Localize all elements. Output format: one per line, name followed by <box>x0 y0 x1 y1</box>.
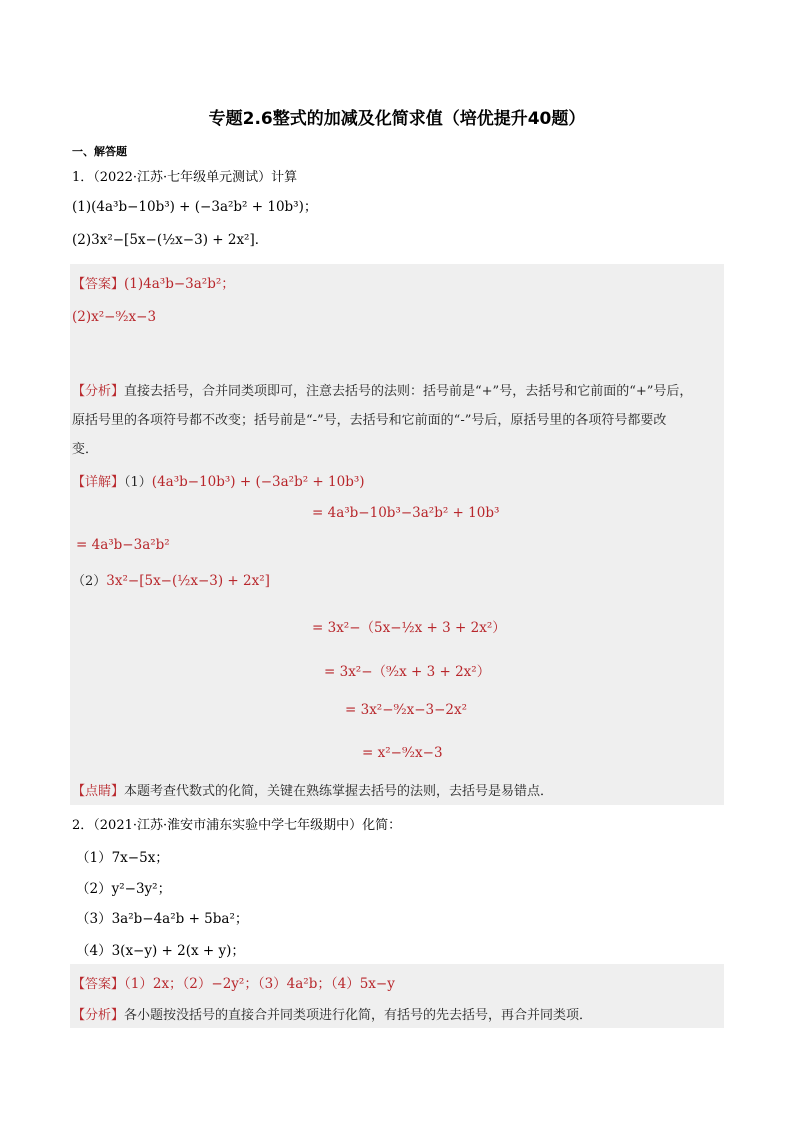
q1-detail2-step1: = 3x²−（5x−½x + 3 + 2x²） <box>312 620 506 636</box>
q1-detail-step2: = 4a³b−3a²b² <box>76 537 170 553</box>
q1-answer-2: (2)x²−⁹⁄₂x−3 <box>72 309 157 325</box>
detail-tag: 【详解】 <box>72 475 125 490</box>
q2-analysis <box>72 1004 592 1023</box>
detail-label-1: （1） <box>124 475 152 490</box>
q2-answer <box>72 972 395 992</box>
section-heading: 一、解答题 <box>72 145 127 158</box>
q1-analysis-line1 <box>72 380 692 399</box>
detail-label-2: （2） <box>72 574 107 589</box>
analysis-tag: 【分析】 <box>72 384 125 399</box>
q2-stem: 2．（2021·江苏·淮安市浦东实验中学七年级期中）化简： <box>72 818 402 833</box>
q1-detail-line2 <box>72 570 270 589</box>
q1-detail2-step3: = 3x²−⁹⁄₂x−3−2x² <box>345 702 468 718</box>
q1-detail-step1: = 4a³b−10b³−3a²b² + 10b³ <box>312 505 500 521</box>
q2-item3: （3）3a²b−4a²b + 5ba²； <box>76 911 249 927</box>
answer-tag: 【答案】 <box>72 277 125 292</box>
answer-text: （1）2x；（2）−2y²；（3）4a²b；（4）5x−y <box>124 976 395 992</box>
answer-text: (1)4a³b−3a²b²； <box>124 276 235 292</box>
q1-analysis-line3: 变． <box>72 442 99 457</box>
q2-item4: （4）3(x−y) + 2(x + y)； <box>76 943 245 959</box>
analysis-tag: 【分析】 <box>72 1008 125 1023</box>
q1-stem: 1．（2022·江苏·七年级单元测试）计算 <box>72 170 298 185</box>
q1-part2: (2)3x²−[5x−(½x−3) + 2x²]． <box>72 232 269 248</box>
answer-tag: 【答案】 <box>72 977 125 992</box>
q1-note <box>72 780 553 799</box>
note-text: 本题考查代数式的化简，关键在熟练掌握去括号的法则，去括号是易错点． <box>124 784 554 799</box>
analysis-text: 各小题按没括号的直接合并同类项进行化简，有括号的先去括号，再合并同类项． <box>124 1008 593 1023</box>
q1-detail2-step4: = x²−⁹⁄₂x−3 <box>362 745 443 761</box>
analysis-text: 直接去括号，合并同类项即可，注意去括号的法则：括号前是“+”号，去括号和它前面的“+”号后， <box>124 384 693 399</box>
page-title: 专题2.6整式的加减及化简求值（培优提升40题） <box>208 109 586 129</box>
note-tag: 【点睛】 <box>72 784 125 799</box>
detail-expr-2: 3x²−[5x−(½x−3) + 2x²] <box>106 573 270 589</box>
q1-solution-box <box>70 264 724 805</box>
q1-answer <box>72 272 235 292</box>
q1-detail-line1 <box>72 471 365 490</box>
q2-item1: （1）7x−5x； <box>76 850 169 866</box>
detail-expr-1: (4a³b−10b³) + (−3a²b² + 10b³) <box>151 474 365 490</box>
q1-part1: (1)(4a³b−10b³) + (−3a²b² + 10b³)； <box>72 199 318 215</box>
q2-item2: （2）y²−3y²； <box>76 881 172 897</box>
q1-detail2-step2: = 3x²−（⁹⁄₂x + 3 + 2x²） <box>324 664 491 680</box>
q1-analysis-line2: 原括号里的各项符号都不改变；括号前是“-”号，去括号和它前面的“-”号后，原括号里的各项符号都要改 <box>72 413 667 428</box>
